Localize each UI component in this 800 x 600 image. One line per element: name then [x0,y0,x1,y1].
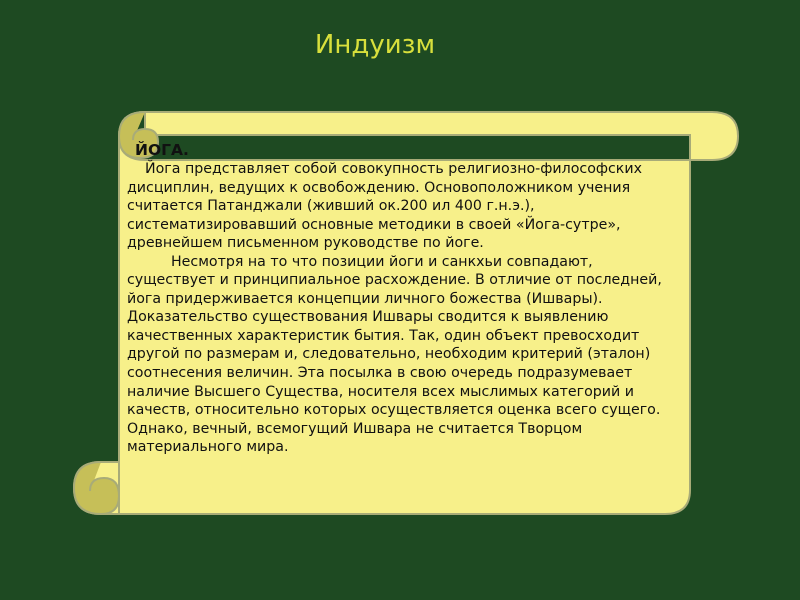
scroll-text [127,140,682,457]
slide-title: Индуизм [314,30,436,60]
paragraph-yoga-ishvara: Несмотря на то что позиции йоги и санкхьи совпадают, существует и принципиальное расхождение. В отличие от последней, йога придерживается концепции личного божества (Ишвары). Доказательство существования Ишвары сводится к выявлению качественных характеристик бытия. Так, один объект превосходит другой по размерам и, следовательно, необходим критерий (эталон) соотнесения величин. Эта посылка в свою очередь подразумевает наличие Высшего Существа, носителя всех мыслимых категорий и качеств, относительно которых осуществляется оценка всего сущего. Однако, вечный, всемогущий Ишвара не считается Творцом материального мира. [127,253,662,456]
paragraph-yoga-intro: Йога представляет собой совокупность религиозно-философских дисциплин, ведущих к освобождению. Основоположником учения считается Патанджали (живший ок.200 ил 400 г.н.э.), систематизировавший основные методики в своей «Йога-сутре», древнейшем письменном руководстве по йоге. [127,161,642,252]
scroll-heading: ЙОГА. [135,141,189,159]
